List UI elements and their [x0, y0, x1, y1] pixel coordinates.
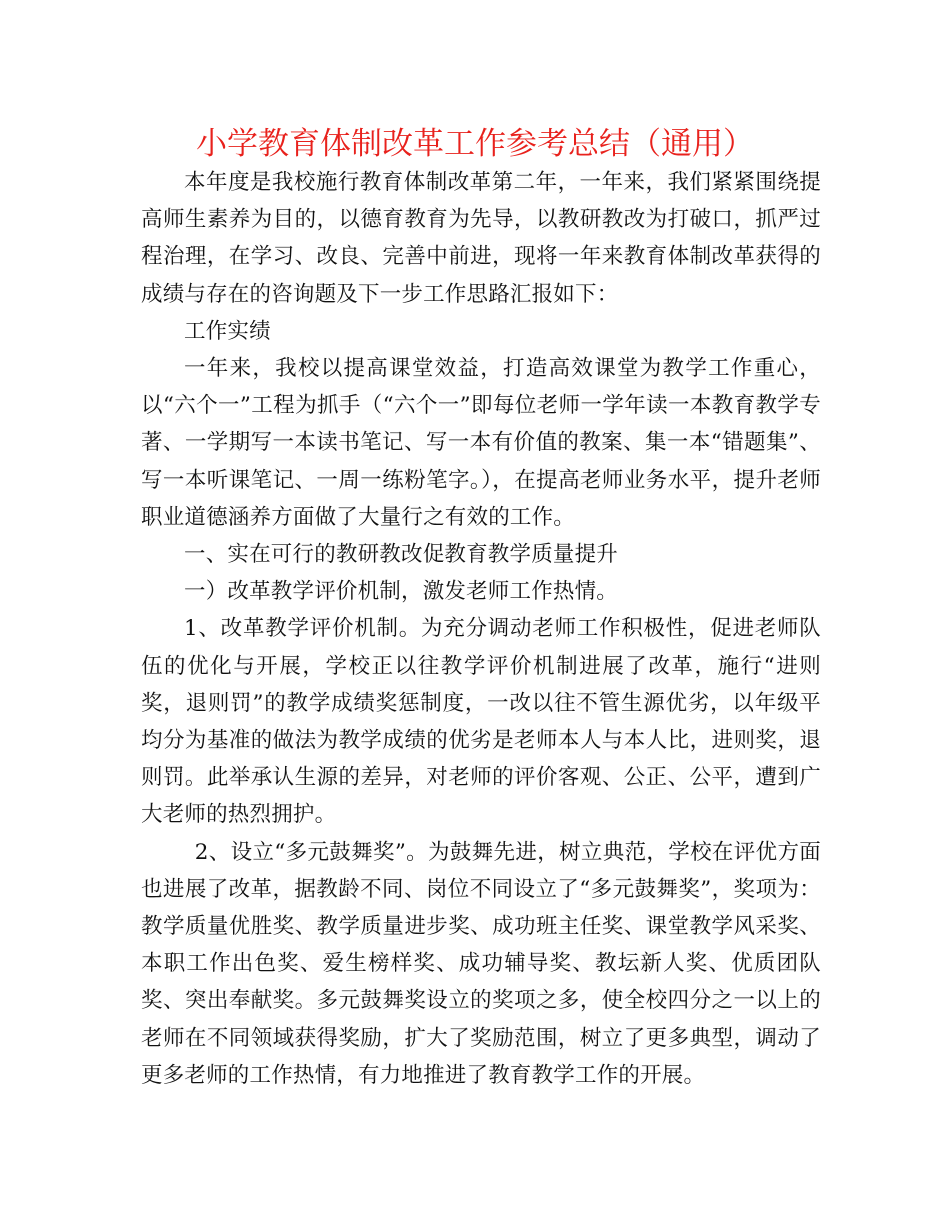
paragraph-intro: 本年度是我校施行教育体制改革第二年，一年来，我们紧紧围绕提高师生素养为目的，以德育教育为先导，以教研教改为打破口，抓严过程治理，在学习、改良、完善中前进，现将一年来教育体制改革获得的成绩与存在的咨询题及下一步工作思路汇报如下： [141, 170, 821, 307]
paragraph-item-2: 2、设立“多元鼓舞奖”。为鼓舞先进，树立典范，学校在评优方面也进展了改革，据教龄不同、岗位不同设立了“多元鼓舞奖”，奖项为：教学质量优胜奖、教学质量进步奖、成功班主任奖、课堂教学风采奖、本职工作出色奖、爱生榜样奖、成功辅导奖、教坛新人奖、优质团队奖、突出奉献奖。多元鼓舞奖设立的奖项之多，使全校四分之一以上的老师在不同领域获得奖励，扩大了奖励范围，树立了更多典型，调动了更多老师的工作热情，有力地推进了教育教学工作的开展。 [141, 839, 821, 1088]
paragraph-six-ones: 一年来，我校以提高课堂效益，打造高效课堂为教学工作重心，以“六个一”工程为抓手（“六个一”即每位老师一学年读一本教育教学专著、一学期写一本读书笔记、写一本有价值的教案、集一本“错题集”、写一本听课笔记、一周一练粉笔字。），在提高老师业务水平，提升老师职业道德涵养方面做了大量行之有效的工作。 [141, 356, 821, 530]
document-body [141, 164, 821, 1094]
document-title: 小学教育体制改革工作参考总结（通用） [196, 126, 754, 162]
paragraph-item-1: 1、改革教学评价机制。为充分调动老师工作积极性，促进老师队伍的优化与开展，学校正以往教学评价机制进展了改革，施行“进则奖，退则罚”的教学成绩奖惩制度，一改以往不管生源优劣，以年级平均分为基准的做法为教学成绩的优劣是老师本人与本人比，进则奖，退则罚。此举承认生源的差异，对老师的评价客观、公正、公平，遭到广大老师的热烈拥护。 [141, 616, 821, 828]
subsection-heading-one: 一）改革教学评价机制，激发老师工作热情。 [184, 579, 619, 605]
section-heading-achievements: 工作实绩 [184, 318, 271, 344]
section-heading-one: 一、实在可行的教研教改促教育教学质量提升 [184, 542, 619, 568]
